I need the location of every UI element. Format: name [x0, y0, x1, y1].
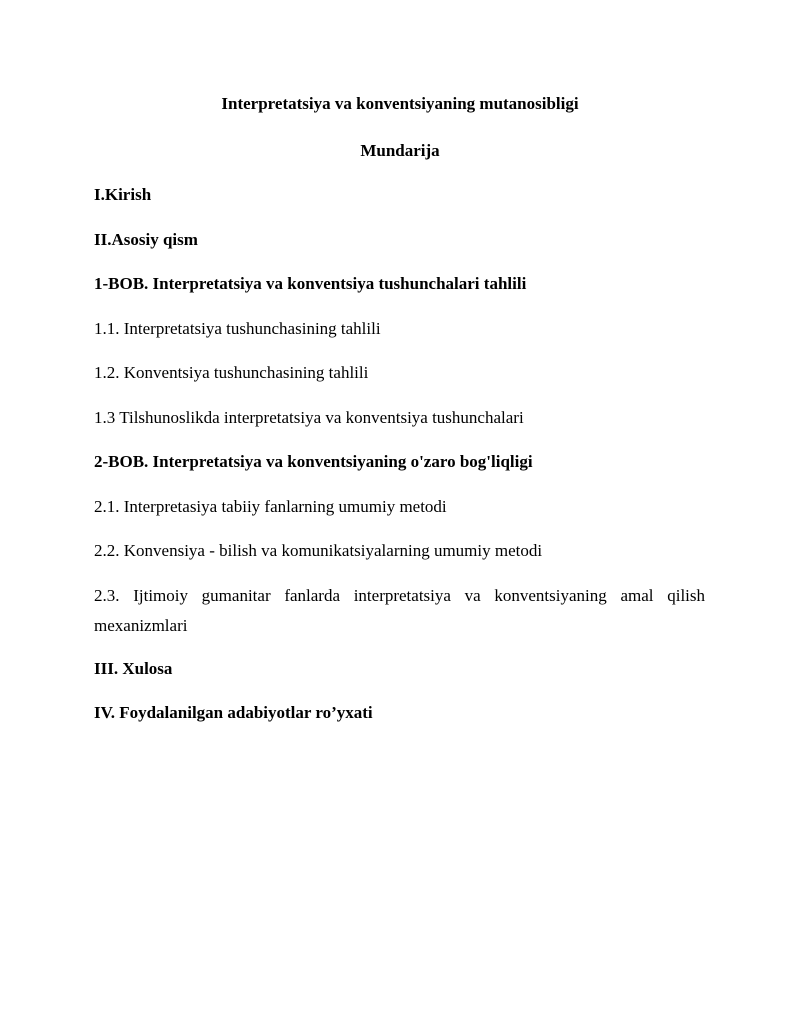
- toc-entry-adabiyotlar: IV. Foydalanilgan adabiyotlar ro’yxati: [94, 703, 373, 722]
- toc-entry-chapter-2: 2-BOB. Interpretatsiya va konventsiyaning o'zaro bog'liqligi: [94, 452, 533, 471]
- toc-entry-kirish: I.Kirish: [94, 185, 152, 204]
- toc-entry-xulosa: III. Xulosa: [94, 658, 173, 678]
- document-title: Interpretatsiya va konventsiyaning mutanosibligi: [221, 94, 579, 113]
- toc-entry-section-1-1: 1.1. Interpretatsiya tushunchasining tahlili: [94, 318, 381, 338]
- toc-entry-asosiy-qism: II.Asosiy qism: [94, 229, 198, 249]
- toc-entry-chapter-1: 1-BOB. Interpretatsiya va konventsiya tushunchalari tahlili: [94, 274, 527, 293]
- toc-entry-section-2-1: 2.1. Interpretasiya tabiiy fanlarning umumiy metodi: [94, 496, 447, 516]
- toc-entry-section-1-2: 1.2. Konventsiya tushunchasining tahlili: [94, 363, 369, 382]
- toc-entry-section-2-2: 2.2. Konvensiya - bilish va komunikatsiyalarning umumiy metodi: [94, 541, 543, 560]
- table-of-contents: [94, 185, 705, 748]
- toc-heading: Mundarija: [360, 141, 440, 160]
- toc-entry-section-2-3: 2.3. Ijtimoiy gumanitar fanlarda interpretatsiya va konventsiyaning amal qilish mexanizmlari: [94, 585, 705, 635]
- toc-entry-section-1-3: 1.3 Tilshunoslikda interpretatsiya va konventsiya tushunchalari: [94, 407, 524, 427]
